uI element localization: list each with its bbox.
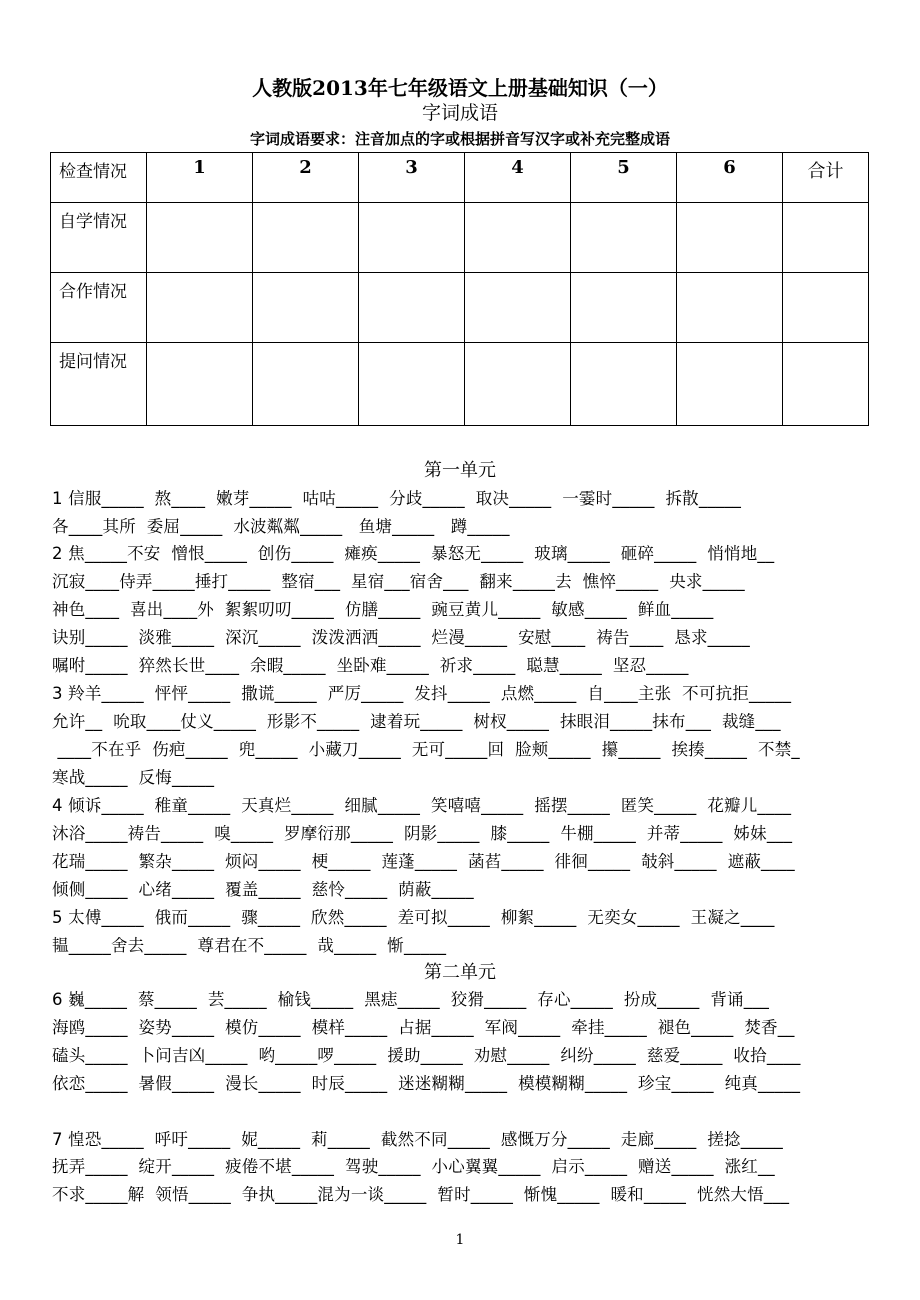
row-label: 合作情况: [51, 273, 147, 343]
vocab-line: 倾侧_____ 心绪_____ 覆盖_____ 慈怜_____ 荫蔽_____: [52, 880, 474, 899]
vocab-line: 沐浴_____祷告_____ 嗅_____ 罗摩衍那_____ 阴影_____ 膝_____ 牛棚_____ 并蒂_____ 姊妹___: [52, 824, 793, 843]
vocab-line: 各____其所 委屈_____ 水波粼粼_____ 鱼塘_____ 蹲_____: [52, 517, 510, 536]
table-header: 5: [571, 153, 677, 203]
table-header: 4: [465, 153, 571, 203]
table-header: 检查情况: [51, 153, 147, 203]
row-label: 自学情况: [51, 203, 147, 273]
vocab-line: 磕头_____ 卜问吉凶_____ 哟_____啰_____ 援助_____ 劝慰_____ 纠纷_____ 慈爱_____ 收拾____: [52, 1046, 801, 1065]
row-label: 提问情况: [51, 343, 147, 426]
table-header: 3: [359, 153, 465, 203]
vocab-line: 神色____ 喜出____外 絮絮叨叨_____ 仿膳_____ 豌豆黄儿_____ 敏感_____ 鲜血_____: [52, 600, 714, 619]
table-header: 2: [253, 153, 359, 203]
table-header: 6: [677, 153, 783, 203]
page-number: 1: [455, 1232, 465, 1248]
vocab-line: ____不在乎 伤疤_____ 兜_____ 小藏刀_____ 无可_____回 脸颊_____ 攥_____ 挨揍_____ 不禁_: [52, 740, 800, 759]
vocab-line: 3 羚羊_____ 怦怦_____ 撒谎_____ 严厉_____ 发抖_____ 点燃_____ 自____主张 不可抗拒_____: [52, 684, 792, 703]
table-header: 1: [147, 153, 253, 203]
vocab-line: 嘱咐_____ 猝然长世____ 余暇_____ 坐卧难_____ 祈求_____ 聪慧_____ 坚忍_____: [52, 656, 689, 675]
vocab-line: 寒战_____ 反悔_____: [52, 768, 215, 787]
vocab-line: 海鸥_____ 姿势_____ 模仿_____ 模样_____ 占据_____ 军阀_____ 牵挂_____ 褪色_____ 焚香__: [52, 1018, 795, 1037]
vocab-line: 1 信服_____ 熬____ 嫩芽_____ 咕咕_____ 分歧_____ 取决_____ 一霎时_____ 拆散_____: [52, 489, 742, 508]
vocab-line: 韫_____舍去_____ 尊君在不_____ 哉_____ 惭_____: [52, 936, 447, 955]
requirement-text: 字词成语要求：注音加点的字或根据拼音写汉字或补充完整成语: [249, 130, 670, 148]
document-title: 人教版2013年七年级语文上册基础知识（一）: [252, 76, 668, 100]
vocab-line: 依恋_____ 暑假_____ 漫长_____ 时辰_____ 迷迷糊糊_____ 模模糊糊_____ 珍宝_____ 纯真_____: [52, 1074, 801, 1093]
vocab-line: 6 巍_____ 蔡_____ 芸_____ 榆钱_____ 黑痣_____ 狡猾_____ 存心_____ 扮成_____ 背诵___: [52, 990, 770, 1009]
table-header: 合计: [783, 153, 869, 203]
unit-heading: 第二单元: [424, 962, 496, 983]
vocab-line: 7 惶恐_____ 呼吁_____ 妮_____ 莉_____ 截然不同_____ 感慨万分_____ 走廊_____ 搓捻_____: [52, 1130, 783, 1149]
check-table: [50, 152, 869, 426]
vocab-line: 诀别_____ 淡雅_____ 深沉_____ 泼泼洒洒_____ 烂漫_____ 安慰____ 祷告____ 恳求_____: [52, 628, 750, 647]
unit-heading: 第一单元: [424, 460, 496, 481]
vocab-line: 花瑞_____ 繁杂_____ 烦闷_____ 梗_____ 莲蓬_____ 菡萏_____ 徘徊_____ 攲斜_____ 遮蔽____: [52, 852, 795, 871]
vocab-line: 5 太傅_____ 俄而_____ 骤_____ 欣然_____ 差可拟_____ 柳絮_____ 无奕女_____ 王凝之____: [52, 908, 775, 927]
vocab-line: 允许__ 吮取____仗义_____ 形影不_____ 逮着玩_____ 树杈_____ 抹眼泪_____抹布___ 裁缝___: [52, 712, 781, 731]
vocab-line: 不求_____解 领悟_____ 争执_____混为一谈_____ 暂时_____ 惭愧_____ 暖和_____ 恍然大悟___: [52, 1185, 790, 1204]
vocab-line: 沉寂____侍弄_____捶打_____ 整宿___ 星宿___宿舍___ 翻来_____去 憔悴_____ 央求_____: [52, 572, 745, 591]
vocab-line: 4 倾诉_____ 稚童_____ 天真烂_____ 细腻_____ 笑嘻嘻_____ 摇摆_____ 匿笑_____ 花瓣儿____: [52, 796, 792, 815]
vocab-line: 2 焦_____不安 憎恨_____ 创伤_____ 瘫痪_____ 暴怒无_____ 玻璃_____ 砸碎_____ 悄悄地__: [52, 544, 775, 563]
document-subtitle: 字词成语: [421, 102, 498, 124]
vocab-line: 抚弄_____ 绽开_____ 疲倦不堪_____ 驾驶_____ 小心翼翼_____ 启示_____ 赠送_____ 涨红__: [52, 1157, 775, 1176]
